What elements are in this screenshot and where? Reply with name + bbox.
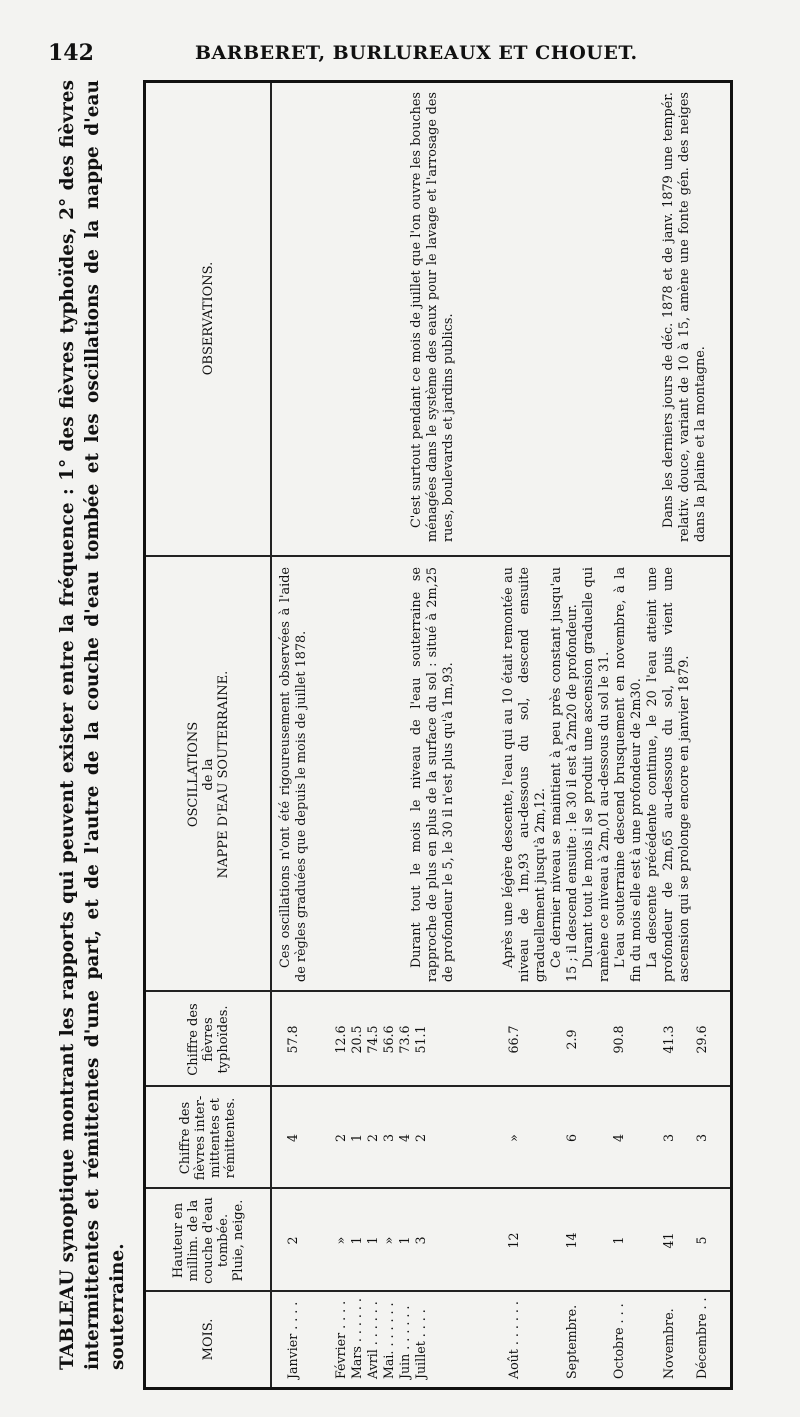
rain-cell: 12 bbox=[506, 1232, 521, 1249]
rain-cell: 1 bbox=[611, 1236, 626, 1245]
month-cell: Mars . . . . . . bbox=[349, 1298, 364, 1379]
header-typhoides-line: typhoïdes. bbox=[215, 1005, 231, 1074]
header-intermittentes-line: Chiffre des bbox=[178, 1101, 193, 1175]
rain-cell: 2 bbox=[285, 1236, 300, 1245]
month-cell: Août . . . . . . bbox=[506, 1301, 521, 1379]
month-cell: Juillet . . . . bbox=[413, 1309, 428, 1379]
observation-note-juillet bbox=[409, 92, 457, 542]
table-title: TABLEAU synoptique montrant les rapports qui peuvent exister entre la fréquence : 1° des fièvres typhoïdes, 2° des fièvres intermittentes et rémittentes d'une part, et de l'autre de la couche d'eau tombée et les oscillations de la nappe d'eau souterraine. bbox=[57, 80, 128, 1370]
month-cell: Décembre . . bbox=[694, 1297, 709, 1379]
oscillation-text: La descente précédente continue, le 20 l'eau atteint une profondeur de 2m,65 au-dessous du sol, puis vient une ascension qui se prolonge encore en janvier 1879. bbox=[645, 567, 692, 982]
intermittent-cell: 2 bbox=[413, 1134, 428, 1143]
header-observations-label: OBSERVATIONS. bbox=[200, 261, 216, 376]
typhoid-cell: 20.5 bbox=[349, 1025, 364, 1054]
typhoid-cell: 29.6 bbox=[694, 1025, 709, 1054]
observation-note-decembre bbox=[661, 92, 709, 542]
rain-cell: 1 bbox=[349, 1236, 364, 1245]
typhoid-cell: 90.8 bbox=[611, 1025, 626, 1054]
page-header bbox=[40, 38, 760, 78]
intermittent-cell: » bbox=[506, 1134, 521, 1142]
header-hauteur-line: Pluie, neige. bbox=[230, 1199, 246, 1282]
header-hauteur-line: tombée. bbox=[215, 1213, 231, 1268]
header-oscillations-line: OSCILLATIONS bbox=[185, 721, 201, 828]
oscillation-text: Durant tout le mois il se produit une ascension graduelle qui ramène ce niveau à 2m,01 au-dessous du sol le 31. bbox=[581, 567, 612, 982]
header-typhoides bbox=[146, 992, 270, 1087]
month-cell: Juin . . . . . . bbox=[397, 1305, 412, 1379]
header-oscillations-line: de la bbox=[200, 758, 216, 791]
header-intermittentes-line: mittentes et bbox=[208, 1098, 223, 1178]
month-cell: Octobre . . . bbox=[611, 1303, 626, 1379]
month-cell: Novembre. bbox=[661, 1308, 676, 1379]
header-hauteur-line: millim. de la bbox=[185, 1199, 201, 1282]
running-head: BARBERET, BURLUREAUX ET CHOUET. bbox=[195, 42, 638, 64]
rain-cell: » bbox=[333, 1236, 348, 1245]
oscillation-text: L'eau souterraine descend brusquement en novembre, à la fin du mois elle est à une profondeur de 2m30. bbox=[613, 567, 644, 982]
rain-cell: 1 bbox=[397, 1236, 412, 1245]
typhoid-cell: 51.1 bbox=[413, 1025, 428, 1054]
header-intermittentes-line: rémittentes. bbox=[223, 1097, 238, 1179]
intermittent-cell: 3 bbox=[661, 1134, 676, 1143]
page-number: 142 bbox=[48, 40, 94, 66]
intermittent-cell: 2 bbox=[333, 1134, 348, 1143]
header-hauteur-line: Hauteur en bbox=[170, 1202, 186, 1279]
rotated-table-page bbox=[55, 80, 745, 1390]
header-intermittentes-line: fièvres inter- bbox=[193, 1095, 208, 1181]
header-intermittentes bbox=[146, 1087, 270, 1189]
header-observations bbox=[146, 80, 270, 557]
rain-cell: 1 bbox=[365, 1236, 380, 1245]
header-oscillations-line: NAPPE D'EAU SOUTERRAINE. bbox=[215, 670, 231, 879]
intermittent-cell: 2 bbox=[365, 1134, 380, 1143]
header-mois bbox=[146, 1292, 270, 1387]
typhoid-cell: 57.8 bbox=[285, 1025, 300, 1054]
intermittent-cell: 4 bbox=[397, 1134, 412, 1143]
header-typhoides-line: fièvres bbox=[200, 1017, 216, 1062]
oscillation-note-janvier bbox=[278, 567, 310, 982]
month-cell: Janvier . . . . bbox=[285, 1301, 300, 1379]
oscillation-note-aout bbox=[501, 567, 693, 982]
typhoid-cell: 73.6 bbox=[397, 1025, 412, 1054]
typhoid-cell: 66.7 bbox=[506, 1025, 521, 1054]
rain-cell: 5 bbox=[694, 1236, 709, 1245]
typhoid-cell: 41.3 bbox=[661, 1025, 676, 1054]
oscillation-text: Ces oscillations n'ont été rigoureusement observées à l'aide de règles graduées que depuis le mois de juillet 1878. bbox=[278, 567, 309, 982]
month-cell: Septembre. bbox=[564, 1304, 579, 1379]
header-hauteur bbox=[146, 1189, 270, 1292]
header-mois-label: MOIS. bbox=[200, 1318, 216, 1361]
rain-cell: 14 bbox=[564, 1232, 579, 1249]
observation-text: Dans les derniers jours de déc. 1878 et de janv. 1879 une tempér. relativ. douce, variant de 10 à 15, amène une fonte gén. des neiges dans la plaine et la montagne. bbox=[661, 92, 708, 542]
typhoid-cell: 56.6 bbox=[381, 1025, 396, 1054]
header-oscillations bbox=[146, 557, 270, 992]
intermittent-cell: 4 bbox=[285, 1134, 300, 1143]
header-typhoides-line: Chiffre des bbox=[185, 1003, 201, 1076]
month-cell: Mai. . . . . . . bbox=[381, 1302, 396, 1379]
synoptic-table bbox=[143, 80, 733, 1390]
observation-text: C'est surtout pendant ce mois de juillet que l'on ouvre les bouches ménagées dans le système des eaux pour le lavage et l'arrosage des rues, boulevards et jardins publics. bbox=[409, 92, 456, 542]
month-cell: Février . . . . bbox=[333, 1300, 348, 1379]
oscillation-note-juillet bbox=[409, 567, 457, 982]
month-cell: Avril . . . . . . bbox=[365, 1301, 380, 1379]
rain-cell: 41 bbox=[661, 1232, 676, 1249]
typhoid-cell: 12.6 bbox=[333, 1025, 348, 1054]
typhoid-cell: 2.9 bbox=[564, 1029, 579, 1050]
rain-cell: » bbox=[381, 1236, 396, 1245]
header-hauteur-line: couche d'eau bbox=[200, 1197, 216, 1284]
intermittent-cell: 3 bbox=[694, 1134, 709, 1143]
oscillation-text: Durant tout le mois le niveau de l'eau souterraine se rapproche de plus en plus de la surface du sol : situé à 2m,25 de profondeur le 5, le 30 il n'est plus qu'à 1m,93. bbox=[409, 567, 456, 982]
typhoid-cell: 74.5 bbox=[365, 1025, 380, 1054]
oscillation-text: Ce dernier niveau se maintient à peu près constant jusqu'au 15 ; il descend ensuite : le 30 il est à 2m20 de profondeur. bbox=[549, 567, 580, 982]
intermittent-cell: 1 bbox=[349, 1134, 364, 1143]
intermittent-cell: 3 bbox=[381, 1134, 396, 1143]
intermittent-cell: 4 bbox=[611, 1134, 626, 1143]
intermittent-cell: 6 bbox=[564, 1134, 579, 1143]
rain-cell: 3 bbox=[413, 1236, 428, 1245]
oscillation-text: Après une légère descente, l'eau qui au 10 était remontée au niveau de 1m,93 au-dessous du sol, descend ensuite graduellement jusqu'à 2m,12. bbox=[501, 567, 548, 982]
